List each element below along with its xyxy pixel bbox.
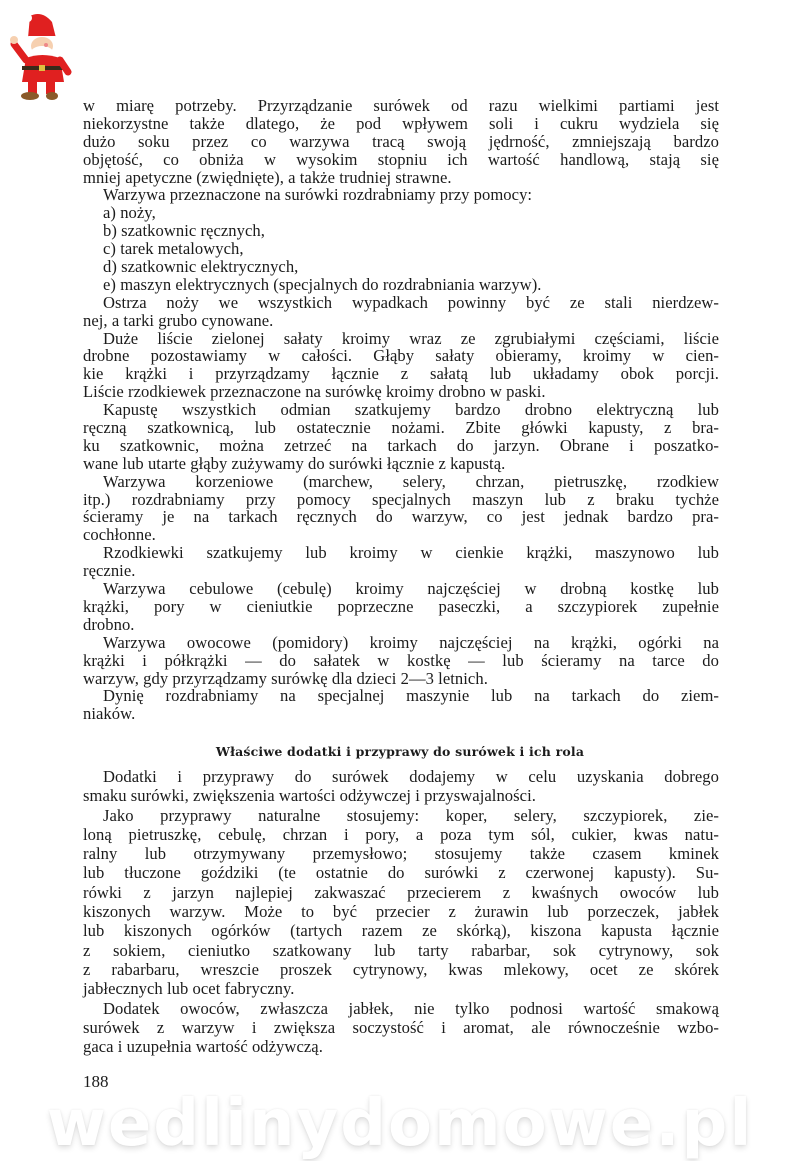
text-line: ku szatkownic, można zetrzeć na tarkach do jarzyn. Obrane i poszatko- [83, 435, 719, 455]
santa-claus-icon [8, 12, 76, 100]
text-line: b) szatkownic ręcznych, [103, 221, 265, 241]
text-line: Jako przyprawy naturalne stosujemy: koper, selery, szczypiorek, zie- [103, 805, 719, 825]
text-line: Warzywa przeznaczone na surówki rozdrabniamy przy pomocy: [103, 185, 533, 205]
text-line: warzyw, gdy przyrządzamy surówkę dla dzieci 2—3 letnich. [83, 668, 488, 688]
text-line: a) noży, [103, 203, 156, 223]
text-line: loną pietruszkę, cebulę, chrzan i pory, a poza tym sól, cukier, kwas natu- [83, 824, 719, 844]
text-line: z rabarbaru, wreszcie proszek cytrynowy, kwas mlekowy, ocet ze skórek [83, 959, 719, 979]
text-line: Warzywa owocowe (pomidory) kroimy najczęściej na krążki, ogórki na [103, 632, 719, 652]
text-line: wane lub utarte głąby zużywamy do surówki łącznie z kapustą. [83, 453, 506, 473]
text-line: jabłecznych lub ocet fabryczny. [83, 979, 295, 999]
text-line: Ostrza noży we wszystkich wypadkach powinny być ze stali nierdzew- [103, 292, 719, 312]
page-number: 188 [83, 1072, 109, 1091]
text-line: Dynię rozdrabniamy na specjalnej maszynie lub na tarkach do ziem- [103, 686, 719, 706]
body-text-section-1 [83, 97, 719, 723]
text-line: Rzodkiewki szatkujemy lub kroimy w cienkie krążki, maszynowo lub [103, 543, 719, 563]
text-line: Warzywa korzeniowe (marchew, selery, chrzan, pietruszkę, rzodkiew [103, 471, 719, 491]
text-line: w miarę potrzeby. Przyrządzanie surówek od razu wielkimi partiami jest [83, 96, 719, 115]
text-line: krążki i półkrążki — do sałatek w kostkę — lub ścieramy na tarce do [83, 650, 719, 670]
text-line: Dodatek owoców, zwłaszcza jabłek, nie tylko podnosi wartość smakową [103, 998, 719, 1018]
text-line: Liście rzodkiewek przeznaczone na surówkę kroimy drobno w paski. [83, 382, 546, 402]
text-line: z sokiem, cieniutko szatkowany lub tarty rabarbar, sok cytrynowy, sok [83, 940, 719, 960]
text-line: d) szatkownic elektrycznych, [103, 257, 299, 277]
text-line: lub tłuczone goździki (te ostatnie do surówki z czerwonej kapusty). Su- [83, 863, 719, 883]
section-heading: Właściwe dodatki i przyprawy do surówek i ich rola [215, 744, 585, 759]
text-line: kiszonych warzyw. Może to być przecier z żurawin lub porzeczek, jabłek [83, 902, 719, 922]
text-line: Warzywa cebulowe (cebulę) kroimy najczęściej w drobną kostkę lub [103, 579, 719, 599]
text-line: Dodatki i przyprawy do surówek dodajemy w celu uzyskania dobrego [103, 767, 719, 786]
text-line: Duże liście zielonej sałaty kroimy wraz ze zgrubiałymi częściami, liście [103, 328, 719, 348]
text-line: e) maszyn elektrycznych (specjalnych do rozdrabniania warzyw). [103, 274, 542, 294]
text-line: krążki, pory w cieniutkie poprzeczne paseczki, a szczypiorek zupełnie [83, 596, 719, 616]
body-text-section-2 [83, 767, 719, 1056]
text-line: cochłonne. [83, 525, 156, 545]
text-line: itp.) rozdrabniamy przy pomocy specjalnych maszyn lub z braku tychże [83, 489, 719, 509]
text-line: objętość, co obniża w wysokim stopniu ich wartość handlową, stają się [83, 149, 719, 169]
text-line: surówek z warzyw i zwiększa soczystość i aromat, ale równocześnie wzbo- [83, 1017, 719, 1037]
text-line: dużo soku przez co warzywa tracą swoją jędrność, zmniejszają bardzo [83, 131, 719, 151]
text-line: mniej apetyczne (zwiędnięte), a także trudniej strawne. [83, 167, 452, 187]
text-line: c) tarek metalowych, [103, 239, 244, 259]
text-line: ręczną szatkownicą, lub ostatecznie nożami. Zbite główki kapusty, z bra- [83, 418, 719, 438]
text-line: lub kiszonych ogórków (tartych razem ze skórką), kiszona kapusta łącznie [83, 921, 719, 941]
text-line: drobne pozostawiamy w całości. Głąby sałaty obieramy, kroimy w cien- [83, 346, 719, 366]
text-line: drobno. [83, 614, 135, 634]
text-line: niaków. [83, 704, 136, 724]
watermark: wedlinydomowe.pl [46, 1087, 754, 1161]
text-line: nej, a tarki grubo cynowane. [83, 310, 274, 330]
text-line: ścieramy je na tarkach ręcznych do warzyw, co jest jednak bardzo pra- [83, 507, 719, 527]
text-line: kie krążki i przyrządzamy łącznie z sałatą lub układamy obok porcji. [83, 364, 719, 384]
text-line: rówki z jarzyn najlepiej zakwaszać przecierem z kwaśnych owoców lub [83, 882, 719, 902]
text-line: niekorzystne także dlatego, że pod wpływem soli i cukru wydziela się [83, 113, 719, 133]
text-line: smaku surówki, zwiększenia wartości odżywczej i przyswajalności. [83, 786, 536, 806]
text-line: Kapustę wszystkich odmian szatkujemy bardzo drobno elektryczną lub [103, 400, 719, 420]
text-line: ralny lub otrzymywany przemysłowo; stosujemy także czasem kminek [83, 844, 719, 864]
text-line: ręcznie. [83, 561, 136, 581]
text-line: gaca i uzupełnia wartość odżywczą. [83, 1037, 323, 1057]
